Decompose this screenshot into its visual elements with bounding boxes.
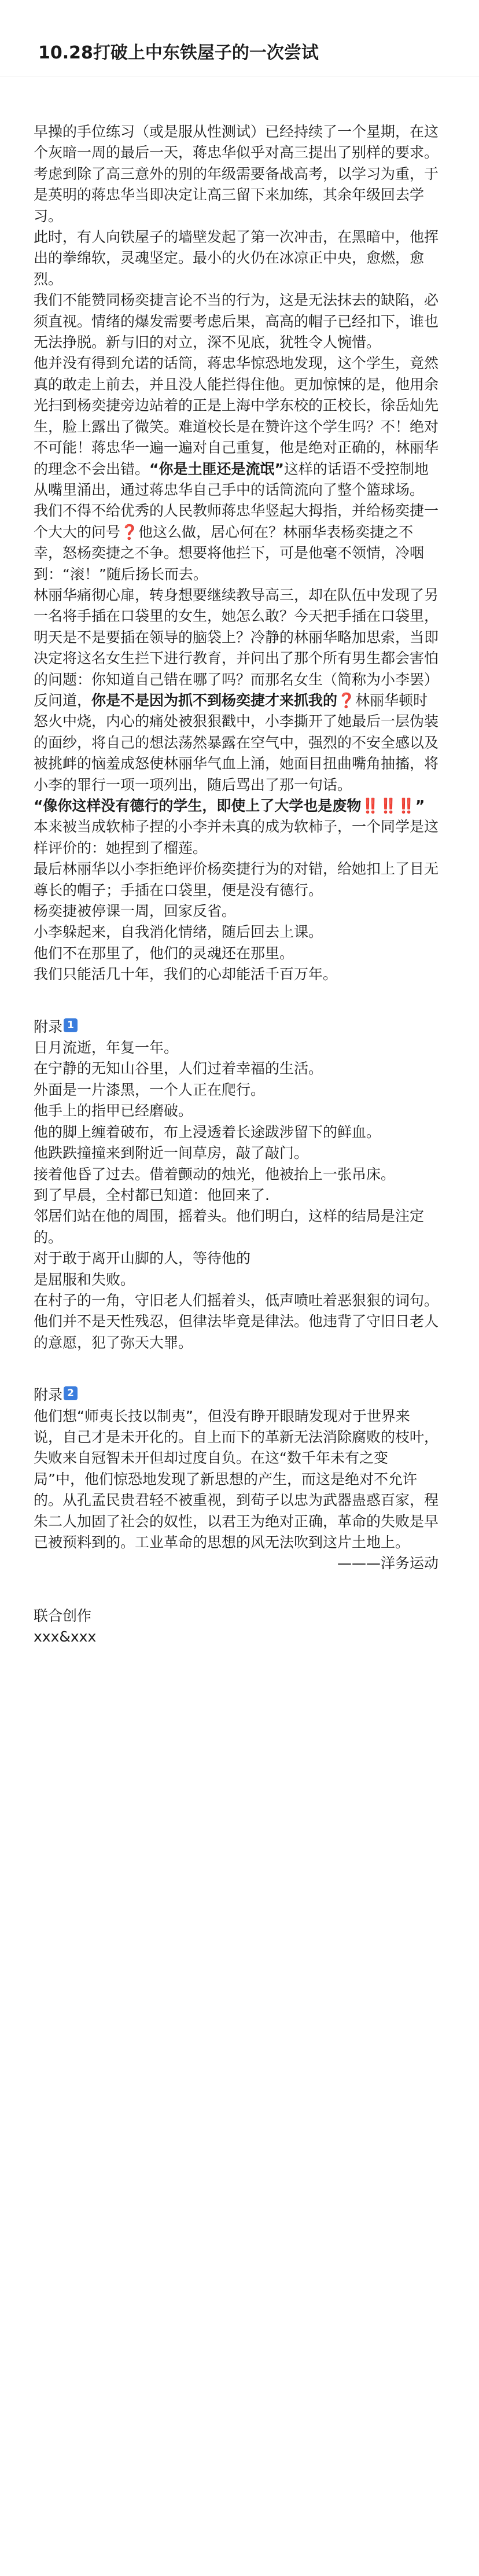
spacer	[34, 985, 439, 1017]
number-2-badge-icon: 2	[64, 1386, 78, 1400]
appendix-label: 附录	[34, 1018, 63, 1035]
paragraph: 小李躲起来，自我消化情绪，随后回去上课。	[34, 923, 323, 941]
spacer	[34, 1353, 439, 1385]
paragraph: 此时，有人向铁屋子的墙壁发起了第一次冲击，在黑暗中，他挥出的拳绵软，灵魂坚定。最小的火仍在冰凉正中央，愈燃，愈烈。	[34, 229, 439, 288]
paragraph: 我们不能赞同杨奕捷言论不当的行为，这是无法抹去的缺陷，必须直视。情绪的爆发需要考虑后果，高高的帽子已经扣下，谁也无法挣脱。新与旧的对立，深不见底，犹牲令人惋惜。	[34, 292, 439, 351]
appendix-2-heading	[34, 1385, 439, 1405]
credit-authors: xxx&xxx	[34, 1628, 97, 1646]
page-title: 10.28打破上中东铁屋子的一次尝试	[38, 43, 319, 63]
credit-label: 联合创作	[34, 1607, 92, 1624]
appendix-2-signature: ———洋务运动	[337, 1555, 439, 1572]
appendix-line: 日月流逝，年复一年。	[34, 1039, 179, 1057]
paragraph	[34, 796, 439, 816]
appendix-line: 外面是一片漆黑，一个人正在爬行。	[34, 1081, 266, 1098]
appendix-line: 他们并不是天性残忍，但律法毕竟是律法。他违背了守旧日老人的意愿，犯了弥天大罪。	[34, 1313, 439, 1351]
appendix-label: 附录	[34, 1386, 63, 1404]
paragraph: 最后林丽华以小李拒绝评价杨奕捷行为的对错，给她扣上了目无尊长的帽子；手插在口袋里，便是没有德行。	[34, 860, 439, 899]
paragraph-text: 这样的话语不受控制地从嘴里涌出，通过蒋忠华自己手中的话筒流向了整个篮球场。	[34, 460, 429, 498]
paragraph	[34, 585, 439, 796]
appendix-line: 邻居们站在他的周围，摇着头。他们明白，这样的结局是注定的。	[34, 1208, 425, 1246]
appendix-line: 对于敢于离开山脚的人，等待他的	[34, 1250, 251, 1267]
highlighted-quote: “你是土匪还是流氓”	[149, 460, 284, 477]
paragraph-text: 林丽华顿时怒火中烧，内心的痛处被狠狠戳中，小李撕开了她最后一层伪装的面纱，将自己的想法荡然暴露在空气中，强烈的不安全感以及被挑衅的恼羞成怒使林丽华气血上涌，她面目扭曲嘴角抽搐，将小李的罪行一项一项列出，随后骂出了那一句话。	[34, 691, 439, 793]
paragraph-text: 林丽华痛彻心扉，转身想要继续教导高三，却在队伍中发现了另一名将手插在口袋里的女生，她怎么敢？今天把手插在口袋里，明天是不是要插在领导的脑袋上？冷静的林丽华略加思索，当即决定将这名女生拦下进行教育，并问出了那个所有男生都会害怕的问题：你知道自己错在哪了吗？而那名女生（简称为小李罢）反问道，	[34, 586, 439, 709]
paragraph: 杨奕捷被停课一周，回家反省。	[34, 903, 237, 920]
article-body	[34, 122, 439, 1648]
paragraph-text: 他并没有得到允诺的话筒，蒋忠华惊恐地发现，这个学生，竟然真的敢走上前去，并且没人能拦得住他。更加惊悚的是，他用余光扫到杨奕捷旁边站着的正是上海中学东校的正校长，徐岳灿先生，脸上露出了微笑。难道校长是在赞许这个学生吗？不！绝对不可能！蒋忠华一遍一遍对自己重复，他是绝对正确的，林丽华的理念不会出错。	[34, 355, 439, 477]
paragraph	[34, 501, 439, 585]
appendix-line: 在村子的一角，守旧老人们摇着头，低声喷吐着恶狠狠的词句。	[34, 1291, 439, 1309]
appendix-line: 到了早晨，全村都已知道：他回来了.	[34, 1186, 270, 1204]
appendix-2-text: 他们想“师夷长技以制夷”，但没有睁开眼睛发现对于世界来说，自己才是未开化的。自上而下的革新无法消除腐败的枝叶，失败来自冠智未开但却过度自负。在这“数千年未有之变局”中，他们惊恐地发现了新思想的产生，而这是绝对不允许的。从孔孟民贵君轻不被重视，到荀子以忠为武器蛊惑百家，程朱二人加固了社会的奴性，以君王为绝对正确，革命的失败是早已被预料到的。工业革命的思想的风无法吹到这片土地上。	[34, 1407, 439, 1551]
paragraph-text: 我们不得不给优秀的人民教师蒋忠华竖起大拇指，并给杨奕捷一个大大的问号	[34, 502, 439, 540]
appendix-line: 接着他昏了过去。借着颤动的烛光，他被抬上一张吊床。	[34, 1165, 396, 1183]
highlighted-quote: “像你这样没有德行的学生，即使上了大学也是废物	[34, 797, 362, 814]
paragraph: 本来被当成软柿子捏的小李并未真的成为软柿子，一个同学是这样评价的：她捏到了榴莲。	[34, 818, 439, 856]
paragraph	[34, 353, 439, 501]
appendix-line: 是屈服和失败。	[34, 1271, 135, 1288]
appendix-line: 他的脚上缠着破布，布上浸透着长途跋涉留下的鲜血。	[34, 1123, 381, 1140]
question-mark-icon: ❓	[337, 691, 356, 709]
quote-close: ”	[415, 797, 425, 814]
highlighted-quote: 你是不是因为抓不到杨奕捷才来抓我的	[91, 691, 338, 709]
paragraph: 早操的手位练习（或是服从性测试）已经持续了一个星期，在这个灰暗一周的最后一天，蒋忠华似乎对高三提出了别样的要求。考虑到除了高三意外的别的年级需要备战高考，以学习为重，于是英明的蒋忠华当即决定让高三留下来加练，其余年级回去学习。	[34, 123, 439, 225]
paragraph: 我们只能活几十年，我们的心却能活千百万年。	[34, 966, 338, 983]
appendix-line: 他跌跌撞撞来到附近一间草房，敲了敲门。	[34, 1145, 309, 1162]
appendix-line: 他手上的指甲已经磨破。	[34, 1102, 193, 1120]
appendix-1-heading	[34, 1017, 439, 1037]
spacer	[34, 1574, 439, 1606]
paragraph-text: 他这么做，居心何在？林丽华表杨奕捷之不幸，怒杨奕捷之不争。想要将他拦下，可是他毫不领情，冷咽到：“滚！”随后扬长而去。	[34, 523, 425, 583]
question-mark-icon: ❓	[120, 523, 139, 540]
appendix-1-lines	[34, 1037, 439, 1353]
appendix-line: 在宁静的无知山谷里，人们过着幸福的生活。	[34, 1060, 323, 1077]
exclamation-marks-icon: ‼️‼️‼️	[361, 797, 415, 814]
number-1-badge-icon: 1	[64, 1018, 78, 1032]
paragraph: 他们不在那里了，他们的灵魂还在那里。	[34, 944, 294, 962]
